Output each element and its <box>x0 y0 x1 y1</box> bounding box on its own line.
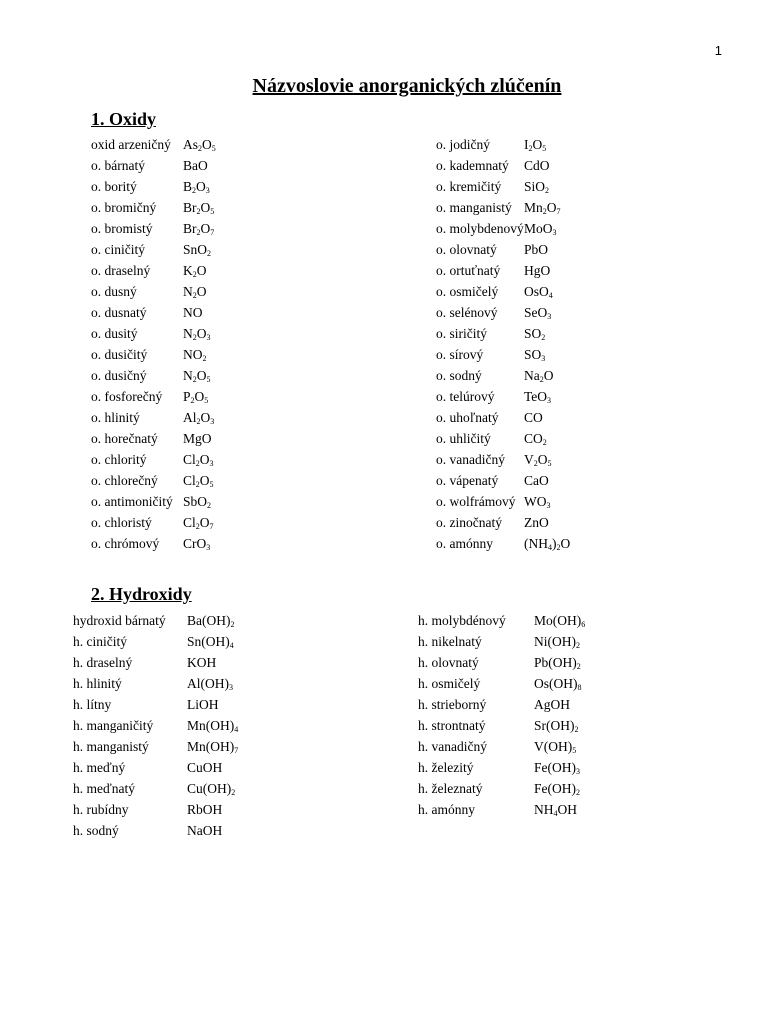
compound-row <box>73 802 373 823</box>
compound-name: h. manganistý <box>73 739 149 754</box>
compound-formula: OsO$_4$ <box>524 284 553 300</box>
compound-formula: $Pb(OH)_2$ <box>534 655 581 671</box>
compound-formula: NO <box>183 305 203 320</box>
compound-row <box>436 389 736 410</box>
compound-formula: CdO <box>524 158 550 173</box>
compound-name: h. manganičitý <box>73 718 154 733</box>
compound-name: o. kremičitý <box>436 179 502 194</box>
compound-row <box>91 431 391 452</box>
compound-row <box>418 697 718 718</box>
compound-formula: $(NH_4)_2O$ <box>524 536 571 552</box>
compound-row <box>73 697 373 718</box>
compound-formula: $SO_3$ <box>524 347 546 363</box>
compound-formula: $Os(OH)_8$ <box>534 676 582 692</box>
compound-row <box>73 655 373 676</box>
section-heading-oxidy: 1. Oxidy <box>91 109 157 129</box>
compound-name: o. telúrový <box>436 389 495 404</box>
compound-name: o. dusitý <box>91 326 138 341</box>
compound-formula: $SO_2$ <box>524 326 546 342</box>
compound-name: o. wolfrámový <box>436 494 516 509</box>
compound-row <box>91 536 391 557</box>
compound-name: h. nikelnatý <box>418 634 482 649</box>
compound-formula: $Mo(OH)_6$ <box>534 613 586 629</box>
compound-name: o. dusičitý <box>91 347 148 362</box>
compound-name: h. olovnatý <box>418 655 479 670</box>
compound-row <box>436 473 736 494</box>
compound-row <box>436 494 736 515</box>
compound-formula: $Sr(OH)_2$ <box>534 718 579 734</box>
compound-formula: $N_2O_5$ <box>183 368 211 384</box>
compound-name: h. meďný <box>73 760 126 775</box>
compound-row <box>73 823 373 844</box>
compound-name: o. chrómový <box>91 536 160 551</box>
compound-name: o. boritý <box>91 179 137 194</box>
compound-row <box>418 718 718 739</box>
compound-formula: CuOH <box>187 760 223 775</box>
compound-row <box>418 781 718 802</box>
compound-row <box>91 368 391 389</box>
hydroxidy-right-list <box>418 613 718 823</box>
compound-name: h. sodný <box>73 823 119 838</box>
compound-formula: PbO <box>524 242 549 257</box>
compound-name: o. sodný <box>436 368 482 383</box>
compound-row <box>418 739 718 760</box>
compound-row <box>436 347 736 368</box>
compound-row <box>436 368 736 389</box>
compound-row <box>436 221 736 242</box>
compound-row <box>418 655 718 676</box>
compound-row <box>436 536 736 557</box>
compound-formula: $Cl_2O_7$ <box>183 515 214 531</box>
compound-name: o. antimoničitý <box>91 494 173 509</box>
compound-formula: $K_2O$ <box>183 263 207 279</box>
compound-formula: MoO$_3$ <box>524 221 557 237</box>
compound-row <box>436 326 736 347</box>
compound-name: o. osmičelý <box>436 284 499 299</box>
compound-formula: SnO$_2$ <box>183 242 212 258</box>
compound-formula: $Br_2O_5$ <box>183 200 215 216</box>
compound-name: o. bromistý <box>91 221 153 236</box>
compound-formula: $Mn(OH)_4$ <box>187 718 239 734</box>
compound-name: h. ciničitý <box>73 634 127 649</box>
compound-row <box>436 431 736 452</box>
compound-row <box>418 676 718 697</box>
compound-formula: AgOH <box>534 697 570 712</box>
compound-formula: $NO_2$ <box>183 347 207 363</box>
compound-name: o. manganistý <box>436 200 512 215</box>
compound-row <box>436 200 736 221</box>
compound-formula: $Cl_2O_5$ <box>183 473 214 489</box>
compound-row <box>436 137 736 158</box>
compound-name: h. amónny <box>418 802 475 817</box>
compound-row <box>73 718 373 739</box>
compound-row <box>73 739 373 760</box>
compound-formula: $V(OH)_5$ <box>534 739 577 755</box>
compound-row <box>91 137 391 158</box>
compound-formula: $I_2O_5$ <box>524 137 547 153</box>
compound-name: h. strontnatý <box>418 718 486 733</box>
compound-formula: $Cu(OH)_2$ <box>187 781 236 797</box>
compound-row <box>91 305 391 326</box>
compound-formula: $N_2O$ <box>183 284 207 300</box>
compound-row <box>73 676 373 697</box>
compound-row <box>91 515 391 536</box>
compound-name: o. bárnatý <box>91 158 145 173</box>
compound-name: o. dusný <box>91 284 137 299</box>
compound-row <box>91 410 391 431</box>
compound-name: o. hlinitý <box>91 410 140 425</box>
compound-formula: $Sn(OH)_4$ <box>187 634 234 650</box>
oxidy-right-list <box>436 137 736 557</box>
compound-name: o. ciničitý <box>91 242 145 257</box>
compound-name: h. meďnatý <box>73 781 135 796</box>
compound-formula: BaO <box>183 158 208 173</box>
compound-name: o. vanadičný <box>436 452 505 467</box>
compound-name: o. olovnatý <box>436 242 497 257</box>
compound-row <box>418 634 718 655</box>
compound-name: o. bromičný <box>91 200 157 215</box>
section-heading-hydroxidy: 2. Hydroxidy <box>91 584 192 604</box>
compound-name: o. siričitý <box>436 326 487 341</box>
compound-row <box>73 781 373 802</box>
compound-row <box>91 263 391 284</box>
compound-name: h. železitý <box>418 760 474 775</box>
document-title: Názvoslovie anorganických zlúčenín <box>252 75 562 97</box>
compound-formula: $Al(OH)_3$ <box>187 676 233 692</box>
compound-row <box>418 802 718 823</box>
compound-formula: $As_2O_5$ <box>183 137 216 153</box>
compound-row <box>436 515 736 536</box>
compound-name: o. molybdenový <box>436 221 524 236</box>
compound-name: o. vápenatý <box>436 473 499 488</box>
compound-name: o. uhličitý <box>436 431 491 446</box>
compound-name: o. horečnatý <box>91 431 158 446</box>
compound-name: h. rubídny <box>73 802 129 817</box>
compound-formula: $Al_2O_3$ <box>183 410 215 426</box>
compound-formula: TeO$_3$ <box>524 389 552 405</box>
compound-name: o. amónny <box>436 536 493 551</box>
compound-name: o. dusičný <box>91 368 147 383</box>
compound-name: o. selénový <box>436 305 498 320</box>
compound-formula: SbO$_2$ <box>183 494 212 510</box>
compound-row <box>73 760 373 781</box>
compound-row <box>436 284 736 305</box>
compound-formula: HgO <box>524 263 551 278</box>
compound-name: o. zinočnatý <box>436 515 502 530</box>
compound-name: o. fosforečný <box>91 389 163 404</box>
compound-row <box>436 242 736 263</box>
compound-name: o. uhoľnatý <box>436 410 499 425</box>
compound-formula: $V_2O_5$ <box>524 452 552 468</box>
compound-formula: $Mn(OH)_7$ <box>187 739 239 755</box>
compound-formula: $Mn_2O_7$ <box>524 200 561 216</box>
compound-name: o. draselný <box>91 263 151 278</box>
compound-formula: $Fe(OH)_3$ <box>534 760 580 776</box>
compound-row <box>436 158 736 179</box>
compound-row <box>91 158 391 179</box>
compound-formula: $NH_4OH$ <box>534 802 577 818</box>
compound-formula: $Ba(OH)_2$ <box>187 613 235 629</box>
compound-formula: LiOH <box>187 697 219 712</box>
compound-formula: $Cl_2O_3$ <box>183 452 214 468</box>
page-number: 1 <box>714 43 722 58</box>
compound-formula: $CO_2$ <box>524 431 547 447</box>
compound-formula: $P_2O_5$ <box>183 389 209 405</box>
compound-name: o. chloristý <box>91 515 152 530</box>
compound-name: o. chlorečný <box>91 473 158 488</box>
compound-row <box>91 179 391 200</box>
compound-formula: CO <box>524 410 543 425</box>
compound-row <box>91 200 391 221</box>
compound-formula: $Fe(OH)_2$ <box>534 781 580 797</box>
compound-row <box>91 326 391 347</box>
oxidy-left-list <box>91 137 391 557</box>
compound-row <box>91 242 391 263</box>
compound-formula: ZnO <box>524 515 549 530</box>
compound-formula: NaOH <box>187 823 223 838</box>
compound-name: h. molybdénový <box>418 613 506 628</box>
compound-row <box>91 221 391 242</box>
compound-formula: CrO$_3$ <box>183 536 211 552</box>
compound-formula: $Br_2O_7$ <box>183 221 215 237</box>
compound-name: o. jodičný <box>436 137 490 152</box>
compound-row <box>91 347 391 368</box>
compound-name: h. železnatý <box>418 781 483 796</box>
compound-name: o. chloritý <box>91 452 147 467</box>
compound-row <box>418 613 718 634</box>
compound-name: h. draselný <box>73 655 133 670</box>
compound-formula: KOH <box>187 655 217 670</box>
compound-formula: $Na_2O$ <box>524 368 554 384</box>
compound-formula: CaO <box>524 473 549 488</box>
compound-row <box>436 452 736 473</box>
compound-name: hydroxid bárnatý <box>73 613 166 628</box>
compound-row <box>436 305 736 326</box>
compound-name: o. kademnatý <box>436 158 509 173</box>
compound-formula: SiO$_2$ <box>524 179 550 195</box>
hydroxidy-left-list <box>73 613 373 844</box>
compound-row <box>91 452 391 473</box>
compound-name: h. strieborný <box>418 697 487 712</box>
compound-row <box>436 410 736 431</box>
compound-row <box>436 263 736 284</box>
compound-formula: MgO <box>183 431 212 446</box>
compound-name: oxid arzeničný <box>91 137 171 152</box>
compound-formula: $WO_3$ <box>524 494 551 510</box>
compound-row <box>418 760 718 781</box>
compound-name: h. osmičelý <box>418 676 481 691</box>
compound-formula: SeO$_3$ <box>524 305 552 321</box>
compound-name: o. dusnatý <box>91 305 147 320</box>
compound-name: h. lítny <box>73 697 112 712</box>
compound-row <box>91 389 391 410</box>
compound-name: h. vanadičný <box>418 739 487 754</box>
compound-row <box>73 634 373 655</box>
compound-formula: $B_2O_3$ <box>183 179 210 195</box>
compound-name: o. sírový <box>436 347 484 362</box>
compound-name: o. ortuťnatý <box>436 263 501 278</box>
compound-name: h. hlinitý <box>73 676 122 691</box>
compound-row <box>91 284 391 305</box>
compound-row <box>73 613 373 634</box>
compound-formula: $Ni(OH)_2$ <box>534 634 580 650</box>
compound-row <box>91 494 391 515</box>
compound-formula: $N_2O_3$ <box>183 326 211 342</box>
compound-formula: RbOH <box>187 802 223 817</box>
compound-row <box>91 473 391 494</box>
compound-row <box>436 179 736 200</box>
